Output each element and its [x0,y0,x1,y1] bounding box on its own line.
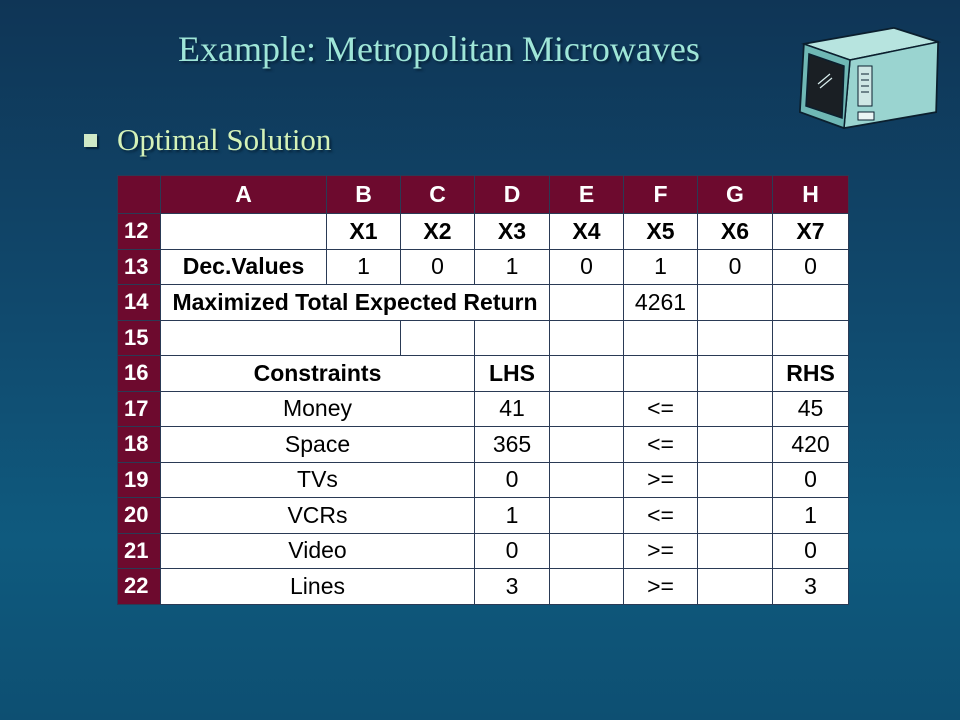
constraint-rhs: 3 [773,569,849,605]
decision-values-label: Dec.Values [161,249,327,285]
constraint-rhs: 0 [773,533,849,569]
row-number: 21 [118,533,161,569]
constraint-sign: <= [624,498,698,534]
constraint-rhs: 420 [773,427,849,463]
variable-header: X7 [773,214,849,250]
row-number: 18 [118,427,161,463]
cell [698,462,773,498]
constraint-sign: >= [624,569,698,605]
column-header: A [161,176,327,214]
corner-cell [118,176,161,214]
cell [698,569,773,605]
constraint-sign: <= [624,391,698,427]
constraint-lhs: 41 [475,391,550,427]
decision-value: 0 [698,249,773,285]
table-row [118,498,849,534]
variable-header: X6 [698,214,773,250]
row-number: 13 [118,249,161,285]
variable-header: X2 [401,214,475,250]
cell [401,320,475,356]
decision-value: 0 [550,249,624,285]
rhs-header: RHS [773,356,849,392]
column-header: H [773,176,849,214]
column-header-row [118,176,849,214]
cell [698,285,773,321]
table-row [118,214,849,250]
cell [161,320,401,356]
constraint-name: Space [161,427,475,463]
decision-value: 1 [624,249,698,285]
table-row [118,462,849,498]
decision-value: 0 [401,249,475,285]
cell [698,356,773,392]
column-header: E [550,176,624,214]
column-header: D [475,176,550,214]
cell [698,498,773,534]
constraint-lhs: 3 [475,569,550,605]
slide-title: Example: Metropolitan Microwaves [178,29,700,69]
table-row [118,249,849,285]
column-header: F [624,176,698,214]
table-row [118,427,849,463]
cell [698,533,773,569]
decision-value: 1 [327,249,401,285]
constraint-sign: >= [624,462,698,498]
row-number: 12 [118,214,161,250]
table-row [118,533,849,569]
variable-header: X4 [550,214,624,250]
row-number: 17 [118,391,161,427]
constraint-name: Money [161,391,475,427]
lhs-header: LHS [475,356,550,392]
cell [698,427,773,463]
cell [624,356,698,392]
cell [773,285,849,321]
cell [550,391,624,427]
constraint-name: Lines [161,569,475,605]
constraint-rhs: 1 [773,498,849,534]
row-number: 14 [118,285,161,321]
constraint-rhs: 45 [773,391,849,427]
table-row [118,569,849,605]
bullet-text: Optimal Solution [117,122,332,157]
table-row [118,285,849,321]
constraint-lhs: 0 [475,533,550,569]
square-bullet-icon [84,134,97,147]
cell [550,285,624,321]
decision-value: 0 [773,249,849,285]
variable-header: X5 [624,214,698,250]
cell [550,320,624,356]
row-number: 22 [118,569,161,605]
constraint-name: TVs [161,462,475,498]
constraints-header: Constraints [161,356,475,392]
cell [550,356,624,392]
cell [475,320,550,356]
constraint-name: VCRs [161,498,475,534]
variable-header: X1 [327,214,401,250]
row-number: 15 [118,320,161,356]
constraint-rhs: 0 [773,462,849,498]
constraint-sign: >= [624,533,698,569]
cell [624,320,698,356]
column-header: B [327,176,401,214]
cell [161,214,327,250]
cell [550,498,624,534]
cell [698,391,773,427]
microwave-icon [796,26,942,130]
column-header: C [401,176,475,214]
table-row [118,391,849,427]
decision-value: 1 [475,249,550,285]
row-number: 19 [118,462,161,498]
constraint-lhs: 1 [475,498,550,534]
row-number: 16 [118,356,161,392]
cell [550,427,624,463]
spreadsheet-table [117,175,849,605]
table-row [118,356,849,392]
cell [550,533,624,569]
bullet-item [84,122,331,158]
cell [550,462,624,498]
cell [698,320,773,356]
row-number: 20 [118,498,161,534]
column-header: G [698,176,773,214]
constraint-lhs: 365 [475,427,550,463]
constraint-sign: <= [624,427,698,463]
objective-label: Maximized Total Expected Return [161,285,550,321]
constraint-name: Video [161,533,475,569]
cell [773,320,849,356]
objective-value: 4261 [624,285,698,321]
cell [550,569,624,605]
variable-header: X3 [475,214,550,250]
table-row [118,320,849,356]
constraint-lhs: 0 [475,462,550,498]
